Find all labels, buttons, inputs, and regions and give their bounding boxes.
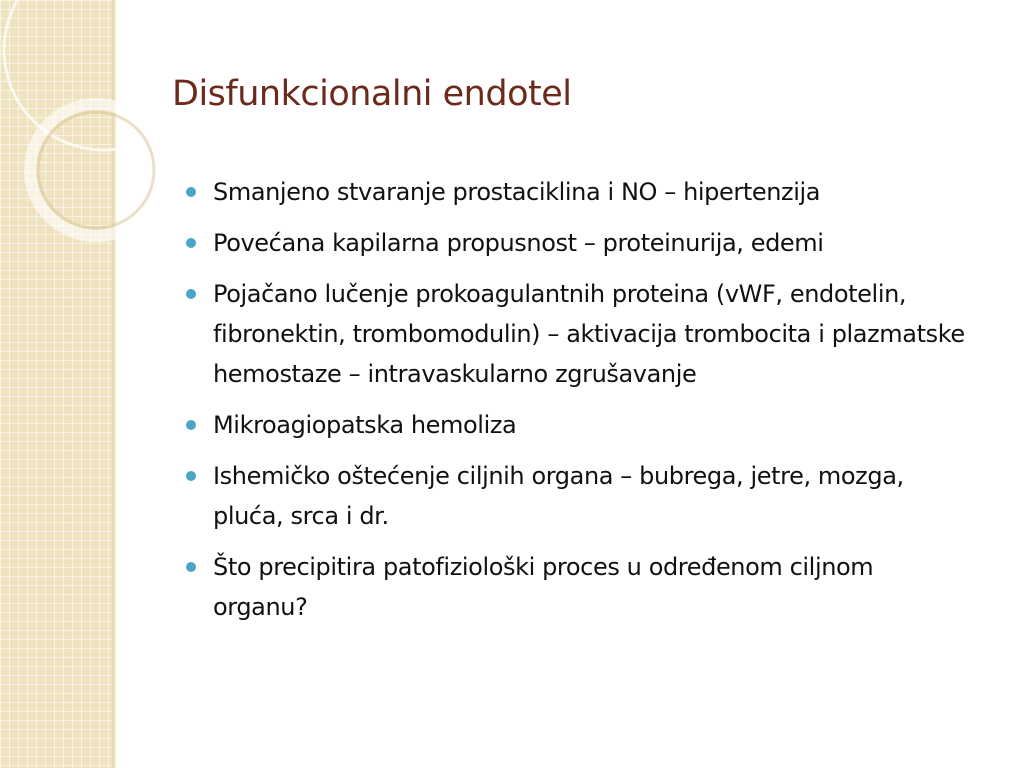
bullet-item: [186, 274, 966, 394]
slide-title: Disfunkcionalni endotel: [172, 74, 572, 114]
bullet-list: [186, 172, 966, 638]
bullet-text: Mikroagiopatska hemoliza: [213, 411, 517, 439]
bullet-text: Ishemičko oštećenje ciljnih organa – bubrega, jetre, mozga, pluća, srca i dr.: [213, 462, 904, 530]
small-ring-inner: [38, 112, 154, 228]
dot-bullet-icon: [186, 420, 196, 430]
bullet-text: Smanjeno stvaranje prostaciklina i NO – hipertenzija: [213, 178, 821, 206]
dot-bullet-icon: [186, 187, 196, 197]
bullet-text: Pojačano lučenje prokoagulantnih proteina (vWF, endotelin, fibronektin, trombomodulin) – aktivacija trombocita i plazmatske hemostaze – intravaskularno zgrušavanje: [213, 280, 965, 388]
dot-bullet-icon: [186, 562, 196, 572]
dot-bullet-icon: [186, 471, 196, 481]
bullet-item: [186, 223, 966, 263]
bullet-item: [186, 172, 966, 212]
bullet-item: [186, 405, 966, 445]
bullet-text: Povećana kapilarna propusnost – proteinurija, edemi: [213, 229, 824, 257]
dot-bullet-icon: [186, 238, 196, 248]
bullet-text: Što precipitira patofiziološki proces u određenom ciljnom organu?: [213, 553, 874, 621]
small-ring-outer: [30, 104, 162, 236]
bullet-item: [186, 547, 966, 627]
bullet-item: [186, 456, 966, 536]
dot-bullet-icon: [186, 289, 196, 299]
